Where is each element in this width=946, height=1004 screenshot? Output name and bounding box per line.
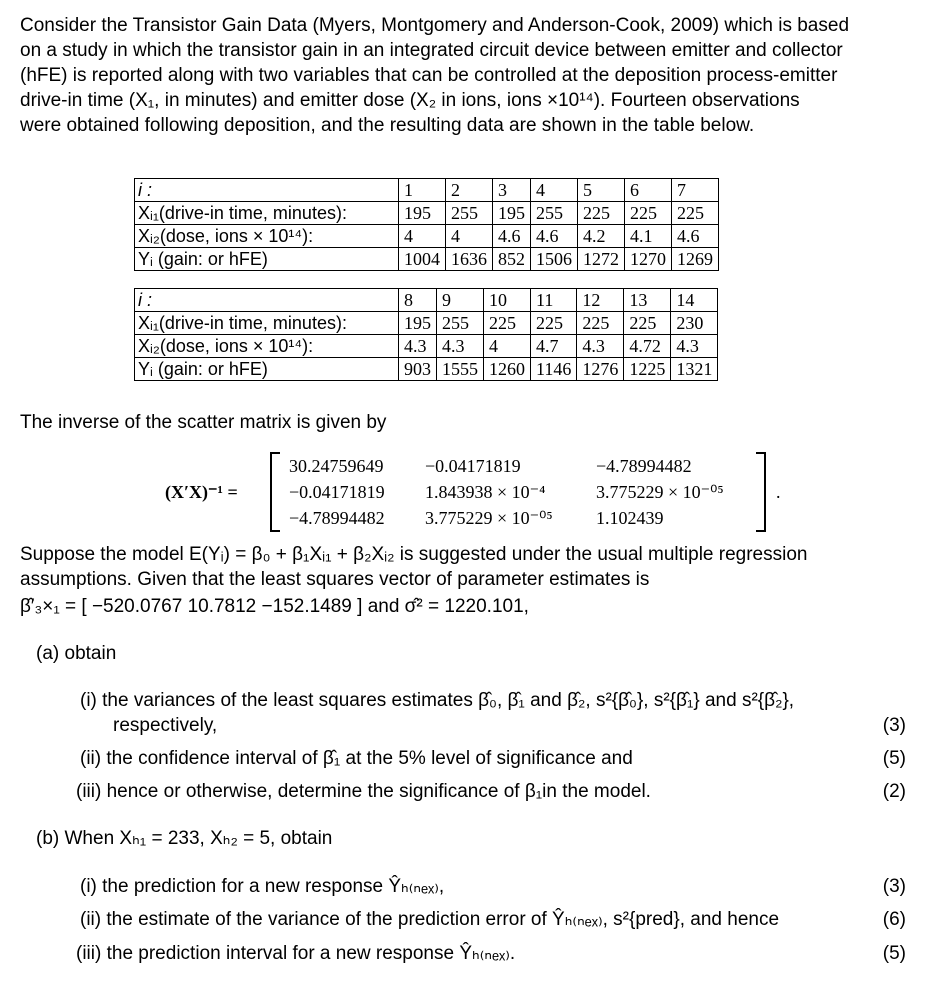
intro-line-3: (hFE) is reported along with two variables that can be controlled at the deposition process-emitter <box>20 65 838 86</box>
table-cell: 1506 <box>531 248 578 271</box>
table-cell: 225 <box>672 202 719 225</box>
table-cell: 1276 <box>577 358 624 381</box>
table-cell: 3 <box>493 179 531 202</box>
table-cell: 4.72 <box>624 335 671 358</box>
marks-b-i: (3) <box>882 876 906 897</box>
table-cell: 1 <box>399 179 446 202</box>
table-cell: 195 <box>399 312 437 335</box>
table-cell: 13 <box>624 289 671 312</box>
intro-line-2: on a study in which the transistor gain in an integrated circuit device between emitter and collector <box>20 40 843 61</box>
table-cell: 903 <box>399 358 437 381</box>
row-label: Xᵢ₂(dose, ions × 10¹⁴): <box>135 335 399 358</box>
marks-b-ii: (6) <box>882 909 906 930</box>
matrix-cell: 1.102439 <box>596 508 664 528</box>
matrix-cell: 3.775229 × 10⁻⁰⁵ <box>425 508 553 528</box>
table-cell: 255 <box>437 312 484 335</box>
marks-a-iii: (2) <box>882 781 906 802</box>
row-label: i : <box>135 179 399 202</box>
part-a-item-1-cont: respectively, <box>113 715 218 736</box>
table-cell: 1260 <box>484 358 531 381</box>
table-cell: 1272 <box>578 248 625 271</box>
table-cell: 225 <box>577 312 624 335</box>
table-cell: 12 <box>577 289 624 312</box>
intro-line-4: drive-in time (X₁, in minutes) and emitter dose (X₂ in ions, ions ×10¹⁴). Fourteen observations <box>20 90 800 111</box>
table-cell: 1555 <box>437 358 484 381</box>
table-cell: 4.6 <box>531 225 578 248</box>
part-b-item-1: (i) the prediction for a new response Ŷₕ₍ₙₑₓ₎, <box>80 876 445 897</box>
matrix-period: . <box>776 482 781 502</box>
table-cell: 2 <box>446 179 493 202</box>
matrix-cell: 3.775229 × 10⁻⁰⁵ <box>596 482 724 502</box>
part-a-heading: (a) obtain <box>36 643 117 664</box>
table-cell: 255 <box>446 202 493 225</box>
part-a-item-2: (ii) the confidence interval of β̂₁ at the 5% level of significance and <box>80 748 633 769</box>
table-cell: 1270 <box>625 248 672 271</box>
table-cell: 4.3 <box>577 335 624 358</box>
matrix-label: (X′X)⁻¹ = <box>165 482 238 502</box>
table-cell: 10 <box>484 289 531 312</box>
table-cell: 225 <box>624 312 671 335</box>
intro-line-5: were obtained following deposition, and the resulting data are shown in the table below. <box>20 115 755 136</box>
table-row <box>135 335 718 358</box>
inverse-intro: The inverse of the scatter matrix is given by <box>20 412 387 433</box>
table-cell: 225 <box>531 312 577 335</box>
matrix-cell: −0.04171819 <box>289 482 385 502</box>
table-row <box>135 248 719 271</box>
table-cell: 255 <box>531 202 578 225</box>
table-cell: 5 <box>578 179 625 202</box>
table-row <box>135 312 718 335</box>
table-cell: 7 <box>672 179 719 202</box>
table-row <box>135 225 719 248</box>
table-cell: 230 <box>671 312 718 335</box>
matrix-left-bracket <box>270 452 280 532</box>
table-row <box>135 202 719 225</box>
table-cell: 4.6 <box>672 225 719 248</box>
table-cell: 8 <box>399 289 437 312</box>
data-table-2 <box>134 288 718 381</box>
table-cell: 14 <box>671 289 718 312</box>
table-cell: 195 <box>399 202 446 225</box>
table-cell: 4.3 <box>671 335 718 358</box>
part-b-heading: (b) When Xₕ₁ = 233, Xₕ₂ = 5, obtain <box>36 828 333 849</box>
part-b-item-3: (iii) the prediction interval for a new response Ŷₕ₍ₙₑₓ₎. <box>76 943 516 964</box>
model-line-1: Suppose the model E(Yᵢ) = β₀ + β₁Xᵢ₁ + β₂Xᵢ₂ is suggested under the usual multiple regression <box>20 544 808 565</box>
table-cell: 225 <box>625 202 672 225</box>
table-cell: 225 <box>484 312 531 335</box>
table-row <box>135 358 718 381</box>
table-cell: 4.6 <box>493 225 531 248</box>
part-a-item-1: (i) the variances of the least squares estimates β̂₀, β̂₁ and β̂₂, s²{β̂₀}, s²{β̂₁} and s²{β̂₂}, <box>80 690 795 711</box>
row-label: Yᵢ (gain: or hFE) <box>135 358 399 381</box>
table-cell: 6 <box>625 179 672 202</box>
part-b-item-2: (ii) the estimate of the variance of the prediction error of Ŷₕ₍ₙₑₓ₎, s²{pred}, and hence <box>80 909 780 930</box>
data-table-1 <box>134 178 719 271</box>
table-cell: 4.2 <box>578 225 625 248</box>
matrix-cell: 1.843938 × 10⁻⁴ <box>425 482 546 502</box>
table-cell: 4 <box>484 335 531 358</box>
table-cell: 1225 <box>624 358 671 381</box>
table-cell: 1004 <box>399 248 446 271</box>
table-cell: 4 <box>399 225 446 248</box>
table-row <box>135 179 719 202</box>
marks-b-iii: (5) <box>882 943 906 964</box>
part-a-item-3: (iii) hence or otherwise, determine the significance of β₁in the model. <box>76 781 651 802</box>
table-cell: 1269 <box>672 248 719 271</box>
model-line-2: assumptions. Given that the least squares vector of parameter estimates is <box>20 569 650 590</box>
matrix-cell: 30.24759649 <box>289 456 384 476</box>
table-cell: 1321 <box>671 358 718 381</box>
table-cell: 4.1 <box>625 225 672 248</box>
table-cell: 4.3 <box>399 335 437 358</box>
matrix-cell: −4.78994482 <box>596 456 692 476</box>
table-cell: 225 <box>578 202 625 225</box>
matrix-cell: −0.04171819 <box>425 456 521 476</box>
table-cell: 4 <box>531 179 578 202</box>
table-cell: 1146 <box>531 358 577 381</box>
matrix-right-bracket <box>756 452 766 532</box>
row-label: Yᵢ (gain: or hFE) <box>135 248 399 271</box>
table-cell: 11 <box>531 289 577 312</box>
marks-a-ii: (5) <box>882 748 906 769</box>
intro-line-1: Consider the Transistor Gain Data (Myers, Montgomery and Anderson-Cook, 2009) which is based <box>20 15 850 36</box>
table-cell: 852 <box>493 248 531 271</box>
row-label: Xᵢ₁(drive-in time, minutes): <box>135 202 399 225</box>
table-row <box>135 289 718 312</box>
table-cell: 9 <box>437 289 484 312</box>
row-label: i : <box>135 289 399 312</box>
table-cell: 1636 <box>446 248 493 271</box>
table-cell: 4.3 <box>437 335 484 358</box>
model-line-3: β̂′₃×₁ = [ −520.0767 10.7812 −152.1489 ] and σ̂² = 1220.101, <box>20 596 529 617</box>
table-cell: 4.7 <box>531 335 577 358</box>
marks-a-i: (3) <box>882 715 906 736</box>
table-cell: 4 <box>446 225 493 248</box>
row-label: Xᵢ₂(dose, ions × 10¹⁴): <box>135 225 399 248</box>
matrix-cell: −4.78994482 <box>289 508 385 528</box>
row-label: Xᵢ₁(drive-in time, minutes): <box>135 312 399 335</box>
table-cell: 195 <box>493 202 531 225</box>
